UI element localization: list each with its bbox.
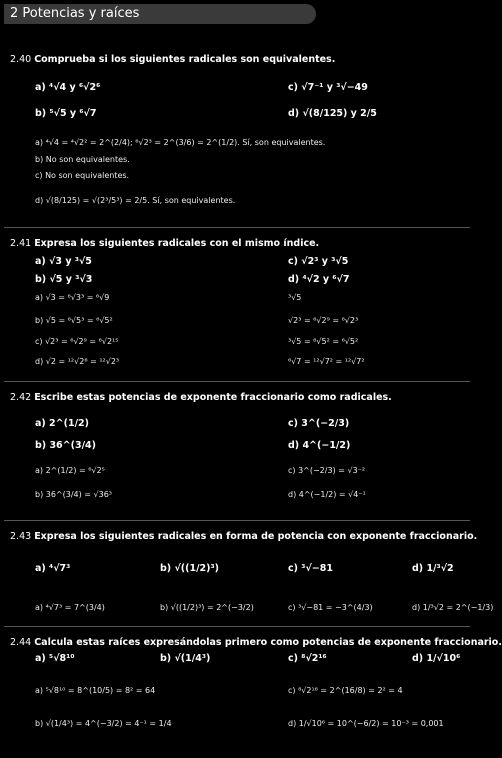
exercise-heading bbox=[10, 392, 392, 403]
exercise-item: c) ⁸√2¹⁶ bbox=[288, 653, 327, 664]
exercise-item: d) 1/√10⁶ bbox=[412, 653, 461, 664]
exercise-heading bbox=[10, 531, 477, 542]
exercise-statement: Calcula estas raíces expresándolas primero como potencias de exponente fraccionario. bbox=[34, 637, 502, 648]
exercise-item: a) ⁴√4 y ⁶√2⁶ bbox=[35, 82, 101, 93]
solution-line: a) ⁵√8¹⁰ = 8^(10/5) = 8² = 64 bbox=[35, 686, 156, 695]
exercise-heading bbox=[10, 238, 319, 249]
chapter-title: 2 Potencias y raíces bbox=[10, 6, 140, 21]
exercise-item: c) 3^(−2/3) bbox=[288, 418, 350, 429]
exercise-item: c) √2³ y ³√5 bbox=[288, 256, 349, 267]
exercise-item: a) 2^(1/2) bbox=[35, 418, 90, 429]
exercise-item: a) √3 y ³√5 bbox=[35, 256, 92, 267]
exercise-item: b) 36^(3/4) bbox=[35, 440, 97, 451]
exercise-heading bbox=[10, 637, 502, 648]
exercise-statement: Escribe estas potencias de exponente fraccionario como radicales. bbox=[34, 392, 392, 403]
exercise-number: 2.43 bbox=[10, 531, 35, 542]
exercise-statement: Comprueba si los siguientes radicales son equivalentes. bbox=[34, 54, 336, 65]
solution-line: b) √(1/4³) = 4^(−3/2) = 4⁻¹ = 1/4 bbox=[35, 719, 172, 728]
solution-line: c) ³√−81 = −3^(4/3) bbox=[288, 603, 373, 612]
solution-line: d) 1/√10⁶ = 10^(−6/2) = 10⁻³ = 0,001 bbox=[288, 719, 444, 728]
exercise-item: b) √((1/2)³) bbox=[160, 563, 220, 574]
exercise-statement: Expresa los siguientes radicales con el mismo índice. bbox=[34, 238, 320, 249]
solution-line: d) 4^(−1/2) = √4⁻¹ bbox=[288, 490, 366, 499]
exercise-number: 2.44 bbox=[10, 637, 35, 648]
solution-line: d) √2 = ¹²√2⁶ = ¹²√2³ bbox=[35, 357, 120, 366]
solution-line: a) √3 = ⁶√3³ = ⁶√9 bbox=[35, 293, 110, 302]
solution-line: b) √5 = ⁶√5³ = ⁶√5² bbox=[35, 316, 113, 325]
exercise-item: a) ⁴√7³ bbox=[35, 563, 71, 574]
exercise-item: d) ⁴√2 y ⁶√7 bbox=[288, 274, 350, 285]
exercise-item: d) 1/³√2 bbox=[412, 563, 454, 574]
chapter-header bbox=[4, 4, 316, 24]
exercise-item: b) ⁵√5 y ⁶√7 bbox=[35, 108, 97, 119]
solution-line: ³√5 bbox=[288, 293, 302, 302]
solution-line: b) 36^(3/4) = √36³ bbox=[35, 490, 113, 499]
solution-line: b) √((1/2)³) = 2^(−3/2) bbox=[160, 603, 254, 612]
exercise-item: b) √(1/4³) bbox=[160, 653, 211, 664]
exercise-number: 2.42 bbox=[10, 392, 35, 403]
solution-line: a) ⁴√7³ = 7^(3/4) bbox=[35, 603, 105, 612]
solution-line: c) No son equivalentes. bbox=[35, 171, 130, 180]
solution-line: c) 3^(−2/3) = √3⁻² bbox=[288, 466, 366, 475]
solution-line: a) 2^(1/2) = ⁶√2⁵ bbox=[35, 466, 105, 475]
exercise-item: b) √5 y ³√3 bbox=[35, 274, 93, 285]
exercise-heading bbox=[10, 54, 335, 65]
solution-line: c) √2³ = ⁶√2⁹ = ⁶√2¹⁵ bbox=[35, 337, 119, 346]
section-divider bbox=[4, 626, 470, 627]
solution-line: d) √(8/125) = √(2³/5³) = 2/5. Sí, son equivalentes. bbox=[35, 196, 236, 205]
exercise-number: 2.40 bbox=[10, 54, 35, 65]
exercise-statement: Expresa los siguientes radicales en forma de potencia con exponente fraccionario. bbox=[34, 531, 478, 542]
solution-line: ³√5 = ⁶√5² = ⁶√5² bbox=[288, 337, 359, 346]
section-divider bbox=[4, 520, 470, 521]
exercise-item: d) 4^(−1/2) bbox=[288, 440, 351, 451]
solution-line: c) ⁸√2¹⁶ = 2^(16/8) = 2² = 4 bbox=[288, 686, 403, 695]
exercise-item: c) ³√−81 bbox=[288, 563, 333, 574]
exercise-item: a) ⁵√8¹⁰ bbox=[35, 653, 75, 664]
exercise-item: c) √7⁻¹ y ³√−49 bbox=[288, 82, 368, 93]
exercise-number: 2.41 bbox=[10, 238, 35, 249]
solution-line: d) 1/³√2 = 2^(−1/3) bbox=[412, 603, 494, 612]
section-divider bbox=[4, 227, 470, 228]
section-divider bbox=[4, 381, 470, 382]
exercise-item: d) √(8/125) y 2/5 bbox=[288, 108, 377, 119]
solution-line: b) No son equivalentes. bbox=[35, 155, 130, 164]
solution-line: a) ⁴√4 = ⁴√2² = 2^(2/4); ⁶√2³ = 2^(3/6) = 2^(1/2). Sí, son equivalentes. bbox=[35, 138, 326, 147]
solution-line: ⁶√7 = ¹²√7² = ¹²√7² bbox=[288, 357, 365, 366]
solution-line: √2³ = ⁶√2⁹ = ⁶√2³ bbox=[288, 316, 359, 325]
